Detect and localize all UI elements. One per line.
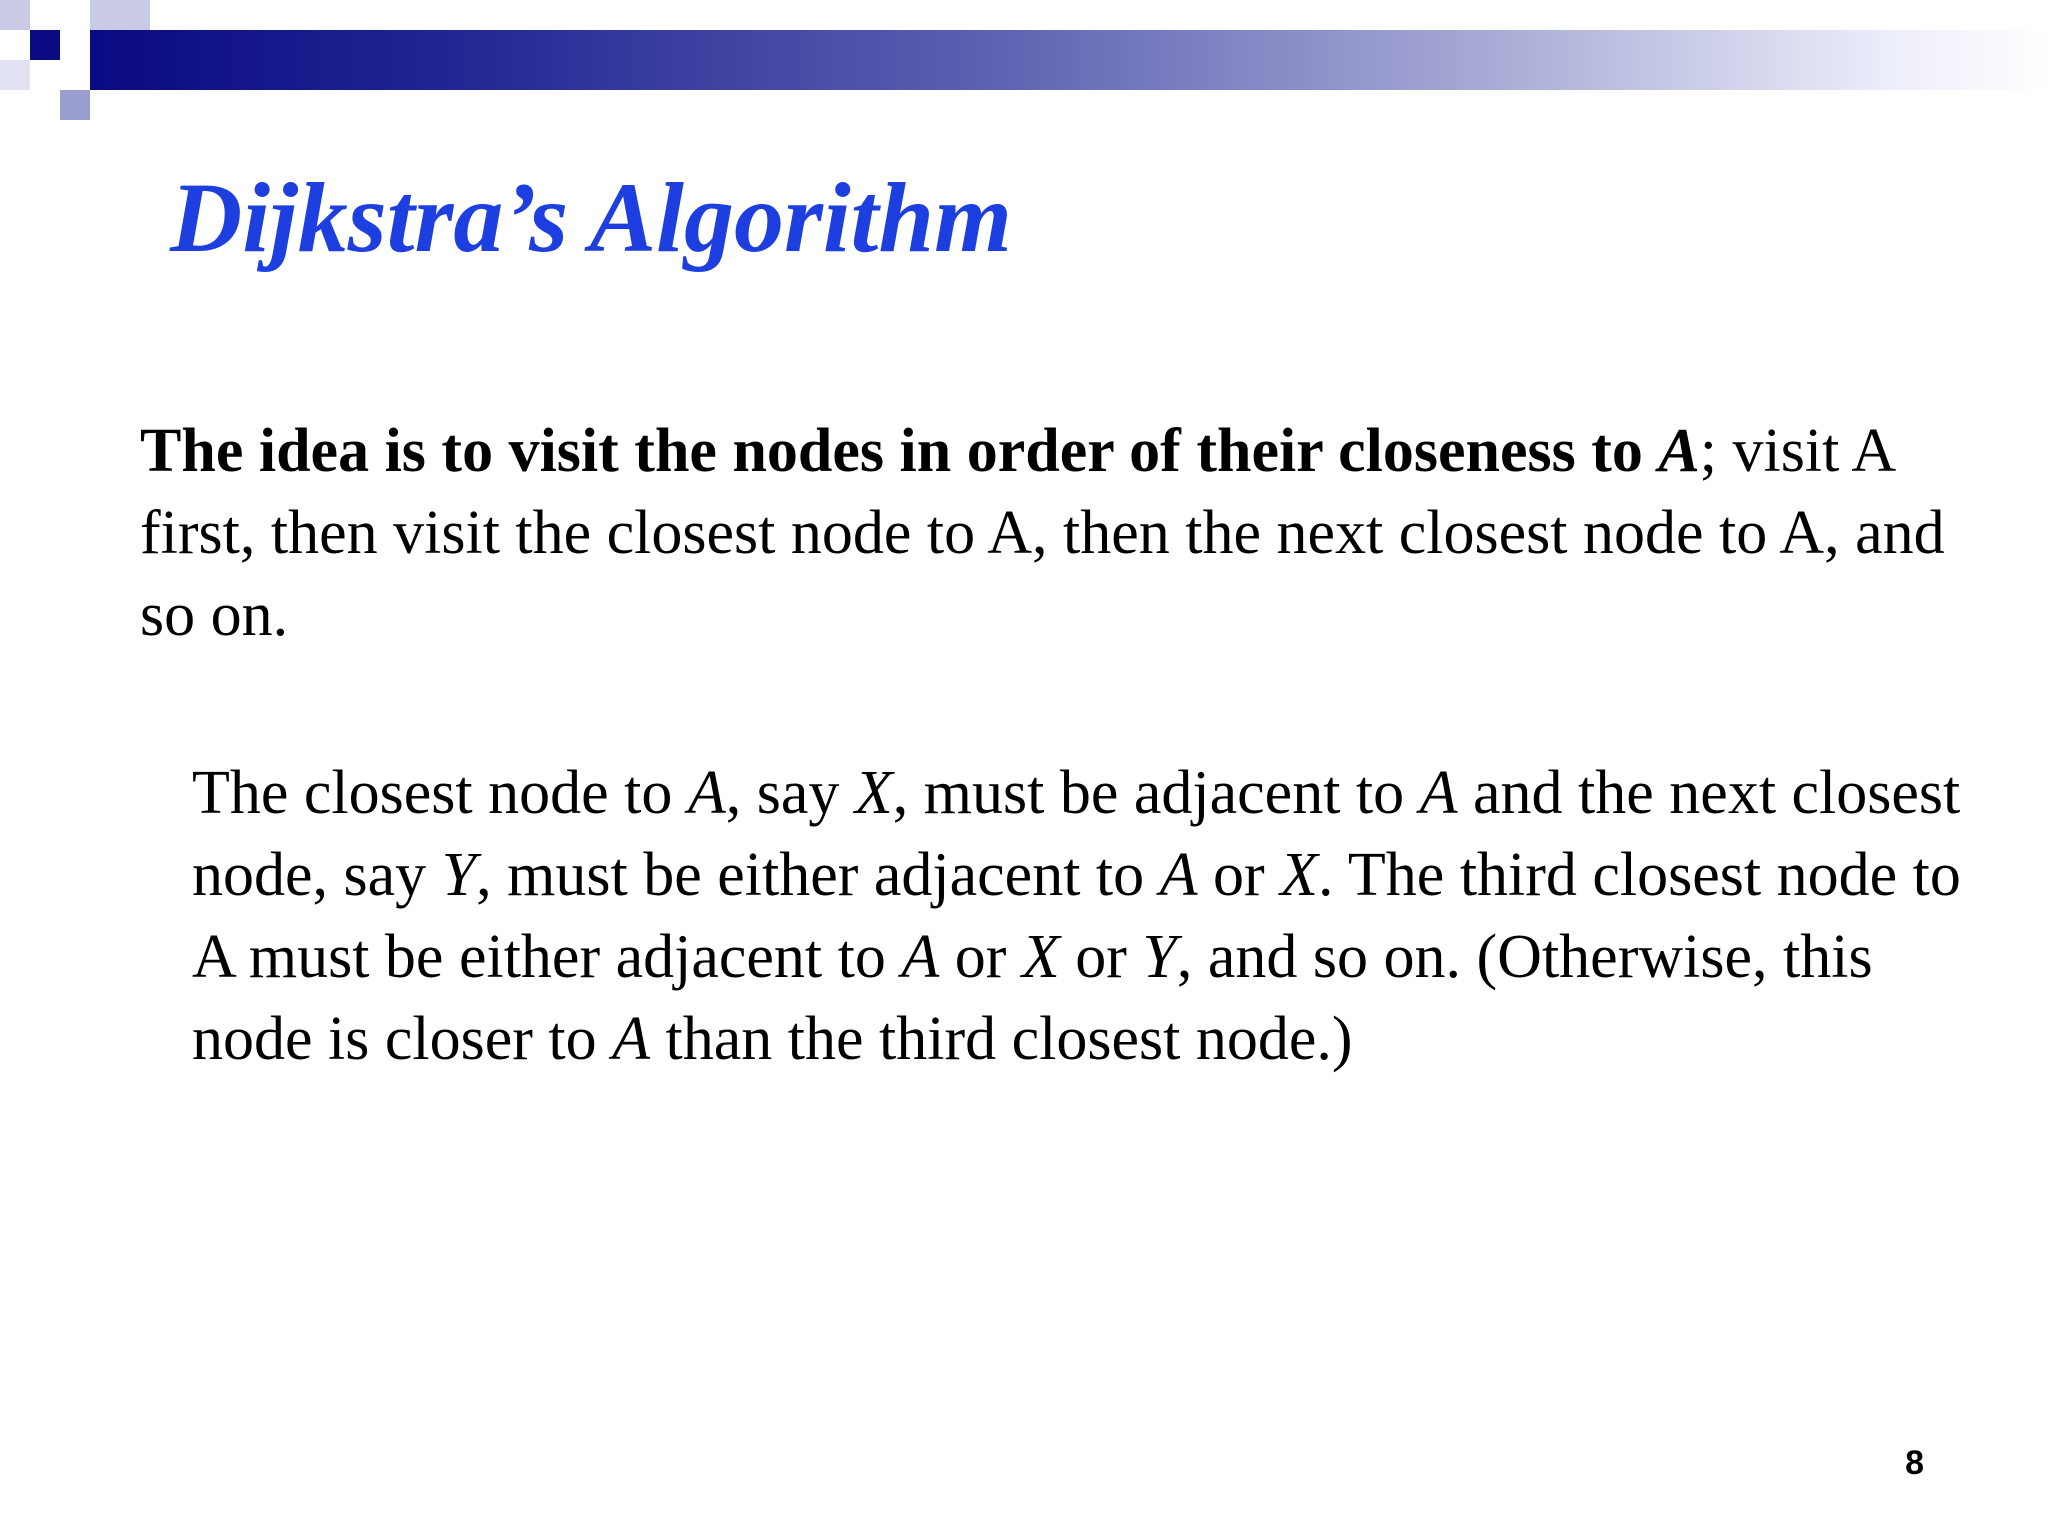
paragraph-idea-rest: ; visit A first, then visit the closest node to A, then the next closest node to A, and so on. (140, 417, 1945, 649)
text-run: or (1197, 841, 1281, 909)
variable-a: A (687, 759, 726, 827)
variable-a: A (1419, 759, 1458, 827)
paragraph-idea (140, 410, 1960, 656)
text-run: , and so on. (Otherwise, this node is closer to (192, 923, 1873, 1073)
header-gradient-bar (90, 30, 2048, 90)
header-decor-square (0, 0, 30, 30)
variable-a: A (612, 1005, 651, 1073)
header-decor-square (0, 60, 30, 90)
variable-a: A (1658, 417, 1700, 485)
text-run: or (1059, 923, 1143, 991)
text-run: The closest node to (192, 759, 688, 827)
text-run: and the next closest node, say (192, 759, 1961, 909)
text-run: than the third closest node.) (650, 1005, 1353, 1073)
variable-x: X (1021, 923, 1060, 991)
page-number: 8 (1905, 1444, 1924, 1482)
text-run: or (939, 923, 1022, 991)
paragraph-idea-lead: The idea is to visit the nodes in order of their closeness to (140, 417, 1659, 485)
text-run: , must be either adjacent to (476, 841, 1160, 909)
header-decor-square (30, 30, 60, 60)
paragraph-explanation (192, 752, 1992, 1080)
header-decor-square (60, 60, 90, 90)
text-run: . The third closest node to A must be either adjacent to (192, 841, 1961, 991)
variable-a: A (1159, 841, 1198, 909)
variable-a: A (901, 923, 940, 991)
text-run: , say (725, 759, 855, 827)
variable-x: X (854, 759, 893, 827)
variable-y: Y (441, 841, 477, 909)
header-decor-square (60, 90, 90, 120)
variable-y: Y (1142, 923, 1177, 991)
variable-x: X (1280, 841, 1319, 909)
slide-title: Dijkstra’s Algorithm (170, 162, 1012, 273)
text-run: , must be adjacent to (892, 759, 1420, 827)
